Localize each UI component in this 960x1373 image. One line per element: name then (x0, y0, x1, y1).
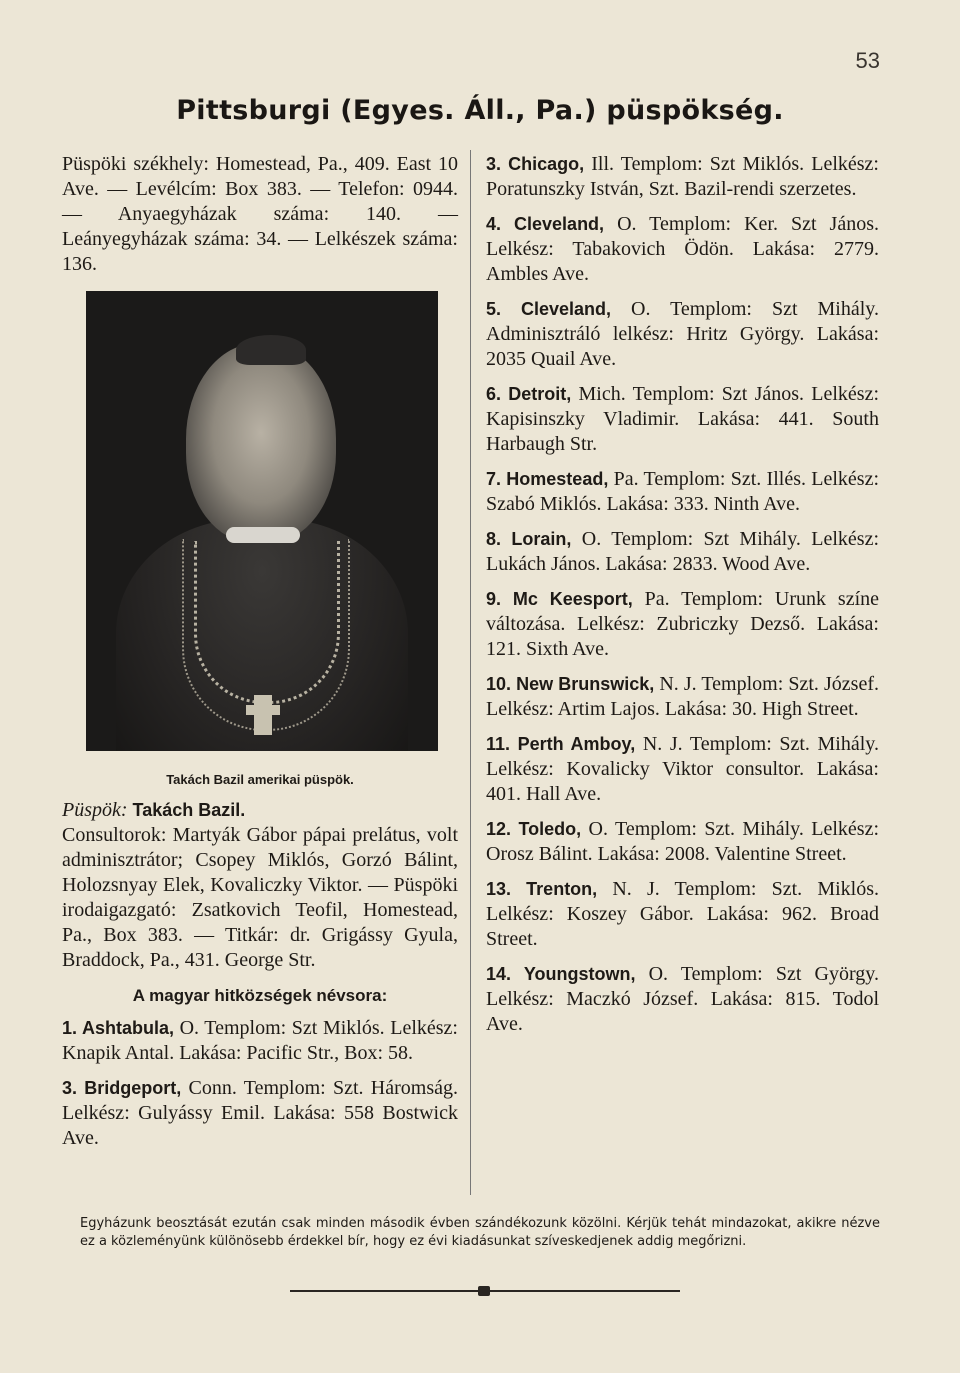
parish-entry-text: O. Templom: Szt Miklós. Lelkész: Knapik Antal. Lakása: Pacific Str., Box: 58. (62, 1017, 458, 1064)
parish-entry (486, 527, 879, 577)
parish-list-heading: A magyar hitközségek névsora: (132, 986, 388, 1005)
left-column (62, 152, 458, 1161)
parish-entry (486, 297, 879, 372)
parish-entry-head: 7. Homestead, (486, 469, 609, 489)
parish-entry-text: O. Templom: Szt Mihály. Lelkész: Lukách János. Lakása: 2833. Wood Ave. (486, 528, 880, 575)
parish-entry-head: 4. Cleveland, (486, 214, 605, 234)
parish-entry-text: Pa. Templom: Urunk színe változása. Lelkész: Zubriczky Dezső. Lakása: 121. Sixth Ave. (486, 588, 879, 660)
footer-divider-ornament (478, 1286, 490, 1296)
parish-entry (486, 212, 879, 287)
parish-entry-text: O. Templom: Szt György. Lelkész: Maczkó József. Lakása: 815. Todol Ave. (486, 963, 879, 1035)
parish-entry-text: N. J. Templom: Szt. Miklós. Lelkész: Koszey Gábor. Lakása: 962. Broad Street. (486, 878, 879, 950)
parish-entry (486, 817, 879, 867)
footer-note: Egyházunk beosztását ezután csak minden második évben szándékozunk közölni. Kérjük tehát mindazokat, akikre nézve ez a közleményünk különösebb érdekkel bír, hogy ez évi kiadásunkat szíveskedjenek addig megőrizni. (80, 1216, 880, 1249)
bishop-name: Takách Bazil. (132, 800, 246, 820)
pectoral-cross-bar (246, 705, 280, 715)
diocese-intro: Püspöki székhely: Homestead, Pa., 409. East 10 Ave. — Levélcím: Box 383. — Telefon: 0944. — Anyaegyházak száma: 140. — Leányegyházak száma: 34. — Lelkészek száma: 136. (62, 153, 458, 275)
right-column (486, 152, 879, 1047)
parish-entry-text: Conn. Templom: Szt. Háromság. Lelkész: Gulyássy Emil. Lakása: 558 Bostwick Ave. (62, 1077, 458, 1149)
consultors-paragraph: Consultorok: Martyák Gábor pápai prelátus, volt adminisztrátor; Csopey Miklós, Gorzó Bálint, Holozsnyay Elek, Kovaliczky Viktor. — Püspöki irodaigazgató: Zsatkovich Teofil, Homestead, Pa., Box 383. — Titkár: dr. Grigássy Gyula, Braddock, Pa., 431. George Str. (62, 824, 458, 971)
parish-entry-text: Mich. Templom: Szt János. Lelkész: Kapisinszky Vladimir. Lakása: 441. South Harbaugh Str. (486, 383, 879, 455)
parish-entry-text: Ill. Templom: Szt Miklós. Lelkész: Poratunszky István, Szt. Bazil-rendi szerzetes. (486, 153, 879, 200)
parish-entry-head: 5. Cleveland, (486, 299, 612, 319)
parish-entry-head: 12. Toledo, (486, 819, 582, 839)
parish-entry (486, 467, 879, 517)
column-divider (470, 150, 471, 1195)
parish-entry (62, 1076, 458, 1151)
parish-entry-head: 14. Youngstown, (486, 964, 636, 984)
bishop-portrait (86, 291, 438, 751)
portrait-cap (236, 335, 306, 365)
parish-entry-text: N. J. Templom: Szt. Mihály. Lelkész: Kovalicky Viktor consultor. Lakása: 401. Hall Ave. (486, 733, 880, 805)
parish-entry-head: 3. Chicago, (486, 154, 585, 174)
bishop-line (62, 798, 458, 823)
page-title: Pittsburgi (Egyes. Áll., Pa.) püspökség. (176, 95, 784, 126)
parish-entry-text: O. Templom: Szt Mihály. Adminisztráló lelkész: Hritz György. Lakása: 2035 Quail Ave. (486, 298, 879, 370)
parish-entry-head: 3. Bridgeport, (62, 1078, 182, 1098)
parish-entry-head: 1. Ashtabula, (62, 1018, 174, 1038)
parish-entry-head: 8. Lorain, (486, 529, 572, 549)
parish-entry-head: 9. Mc Keesport, (486, 589, 633, 609)
parish-entry (486, 732, 879, 807)
portrait-caption: Takách Bazil amerikai püspök. (166, 772, 354, 787)
parish-entry (486, 962, 879, 1037)
left-parish-list (62, 1016, 458, 1151)
parish-entry-head: 10. New Brunswick, (486, 674, 655, 694)
parish-entry-head: 11. Perth Amboy, (486, 734, 636, 754)
portrait-face (186, 343, 336, 543)
parish-entry (486, 152, 879, 202)
parish-entry (486, 877, 879, 952)
parish-entry-text: N. J. Templom: Szt. József. Lelkész: Artim Lajos. Lakása: 30. High Street. (486, 673, 879, 720)
parish-entry-head: 13. Trenton, (486, 879, 598, 899)
parish-entry-text: O. Templom: Szt. Mihály. Lelkész: Orosz Bálint. Lakása: 2008. Valentine Street. (486, 818, 879, 865)
parish-entry (62, 1016, 458, 1066)
page-number: 53 (855, 48, 880, 73)
parish-entry (486, 672, 879, 722)
parish-entry-head: 6. Detroit, (486, 384, 572, 404)
portrait-chain (194, 541, 340, 704)
parish-entry (486, 587, 879, 662)
bishop-label: Püspök: (62, 799, 128, 821)
parish-entry-text: Pa. Templom: Szt. Illés. Lelkész: Szabó Miklós. Lakása: 333. Ninth Ave. (486, 468, 880, 515)
parish-entry-text: O. Templom: Ker. Szt János. Lelkész: Tabakovich Ödön. Lakása: 2779. Ambles Ave. (486, 213, 879, 285)
parish-entry (486, 382, 879, 457)
pectoral-cross-icon (254, 695, 272, 735)
